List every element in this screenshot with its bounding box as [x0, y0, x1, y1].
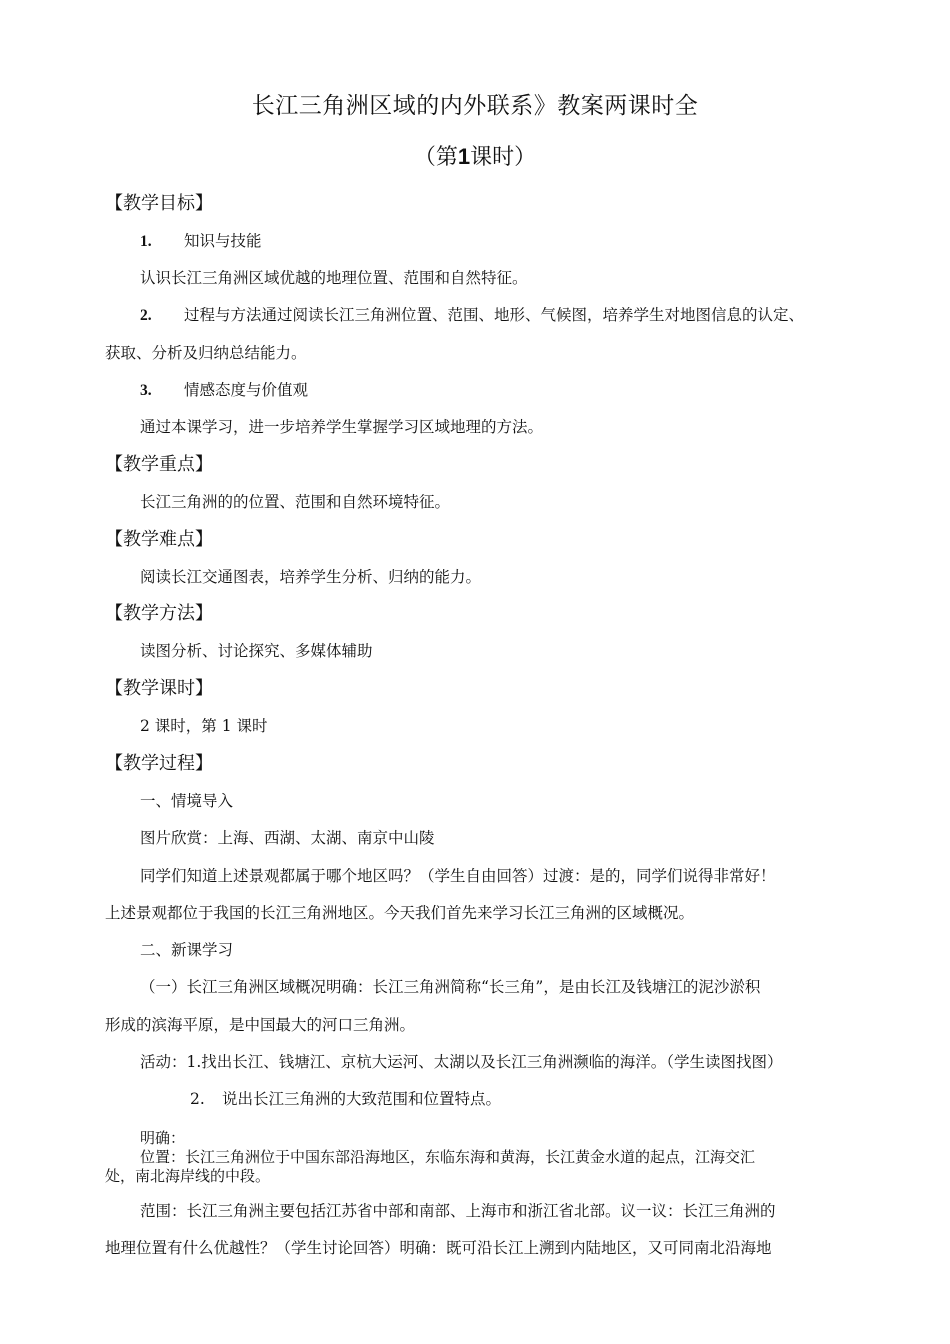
heading-key-points: 【教学重点】: [105, 454, 213, 475]
heading-teaching-process: 【教学过程】: [105, 753, 213, 774]
section-2-text-line1: （一）长江三角洲区域概况明确：长江三角洲简称“长三角”，是由长江及钱塘江的泥沙淤积: [140, 978, 761, 996]
goal-2: [140, 303, 804, 325]
section-1-text-line1: 同学们知道上述景观都属于哪个地区吗？（学生自由回答）过渡：是的，同学们说得非常好！: [140, 867, 776, 885]
goal-1-title: 知识与技能: [184, 232, 262, 250]
position-text-line2: 处，南北海岸线的中段。: [105, 1167, 271, 1185]
key-points-text: 长江三角洲的的位置、范围和自然环境特征。: [140, 493, 451, 511]
difficulties-text: 阅读长江交通图表，培养学生分析、归纳的能力。: [140, 568, 482, 586]
heading-methods: 【教学方法】: [105, 603, 213, 624]
subtitle-number: 1: [457, 144, 471, 169]
goal-2-number: 2.: [140, 307, 152, 324]
section-2-text-line2: 形成的滨海平原，是中国最大的河口三角洲。: [105, 1016, 416, 1034]
section-2-heading: 二、新课学习: [140, 941, 234, 959]
section-1-pictures: 图片欣赏：上海、西湖、太湖、南京中山陵: [140, 829, 435, 847]
class-hours-text: 2 课时，第 1 课时: [140, 717, 268, 735]
range-text-line1: 范围：长江三角洲主要包括江苏省中部和南部、上海市和浙江省北部。议一议：长江三角洲的: [140, 1202, 776, 1220]
goal-2-text-line1: 过程与方法通过阅读长江三角洲位置、范围、地形、气候图，培养学生对地图信息的认定、: [184, 306, 805, 324]
heading-difficulties: 【教学难点】: [105, 529, 213, 550]
activity-2: [190, 1087, 501, 1109]
range-text-line2: 地理位置有什么优越性？（学生讨论回答）明确：既可沿长江上溯到内陆地区，又可同南北沿海地: [105, 1239, 772, 1257]
position-text-line1: 位置：长江三角洲位于中国东部沿海地区，东临东海和黄海，长江黄金水道的起点，江海交汇: [140, 1148, 756, 1166]
goal-3-title: 情感态度与价值观: [184, 381, 309, 399]
clarify-label: 明确：: [140, 1129, 186, 1147]
goal-1: [140, 229, 262, 251]
activity-1: 活动：1.找出长江、钱塘江、京杭大运河、太湖以及长江三角洲濒临的海洋。（学生读图找图）: [140, 1053, 783, 1071]
goal-1-text: 认识长江三角洲区域优越的地理位置、范围和自然特征。: [140, 269, 528, 287]
section-1-heading: 一、情境导入: [140, 792, 234, 810]
goal-3-number: 3.: [140, 382, 152, 399]
section-1-text-line2: 上述景观都位于我国的长江三角洲地区。今天我们首先来学习长江三角洲的区域概况。: [105, 904, 695, 922]
document-title: 长江三角洲区域的内外联系》教案两课时全: [251, 93, 699, 119]
activity-2-text: 说出长江三角洲的大致范围和位置特点。: [222, 1090, 502, 1108]
subtitle-open: （第: [413, 145, 458, 170]
activity-2-number: 2.: [190, 1090, 205, 1108]
subtitle-close: 课时）: [470, 145, 537, 170]
goal-3: [140, 378, 308, 400]
goal-2-text-line2: 获取、分析及归纳总结能力。: [105, 344, 307, 362]
lesson-subtitle: [0, 140, 950, 171]
goal-3-text: 通过本课学习，进一步培养学生掌握学习区域地理的方法。: [140, 418, 544, 436]
heading-class-hours: 【教学课时】: [105, 678, 213, 699]
goal-1-number: 1.: [140, 233, 152, 250]
heading-goals: 【教学目标】: [105, 193, 213, 214]
methods-text: 读图分析、讨论探究、多媒体辅助: [140, 642, 373, 660]
